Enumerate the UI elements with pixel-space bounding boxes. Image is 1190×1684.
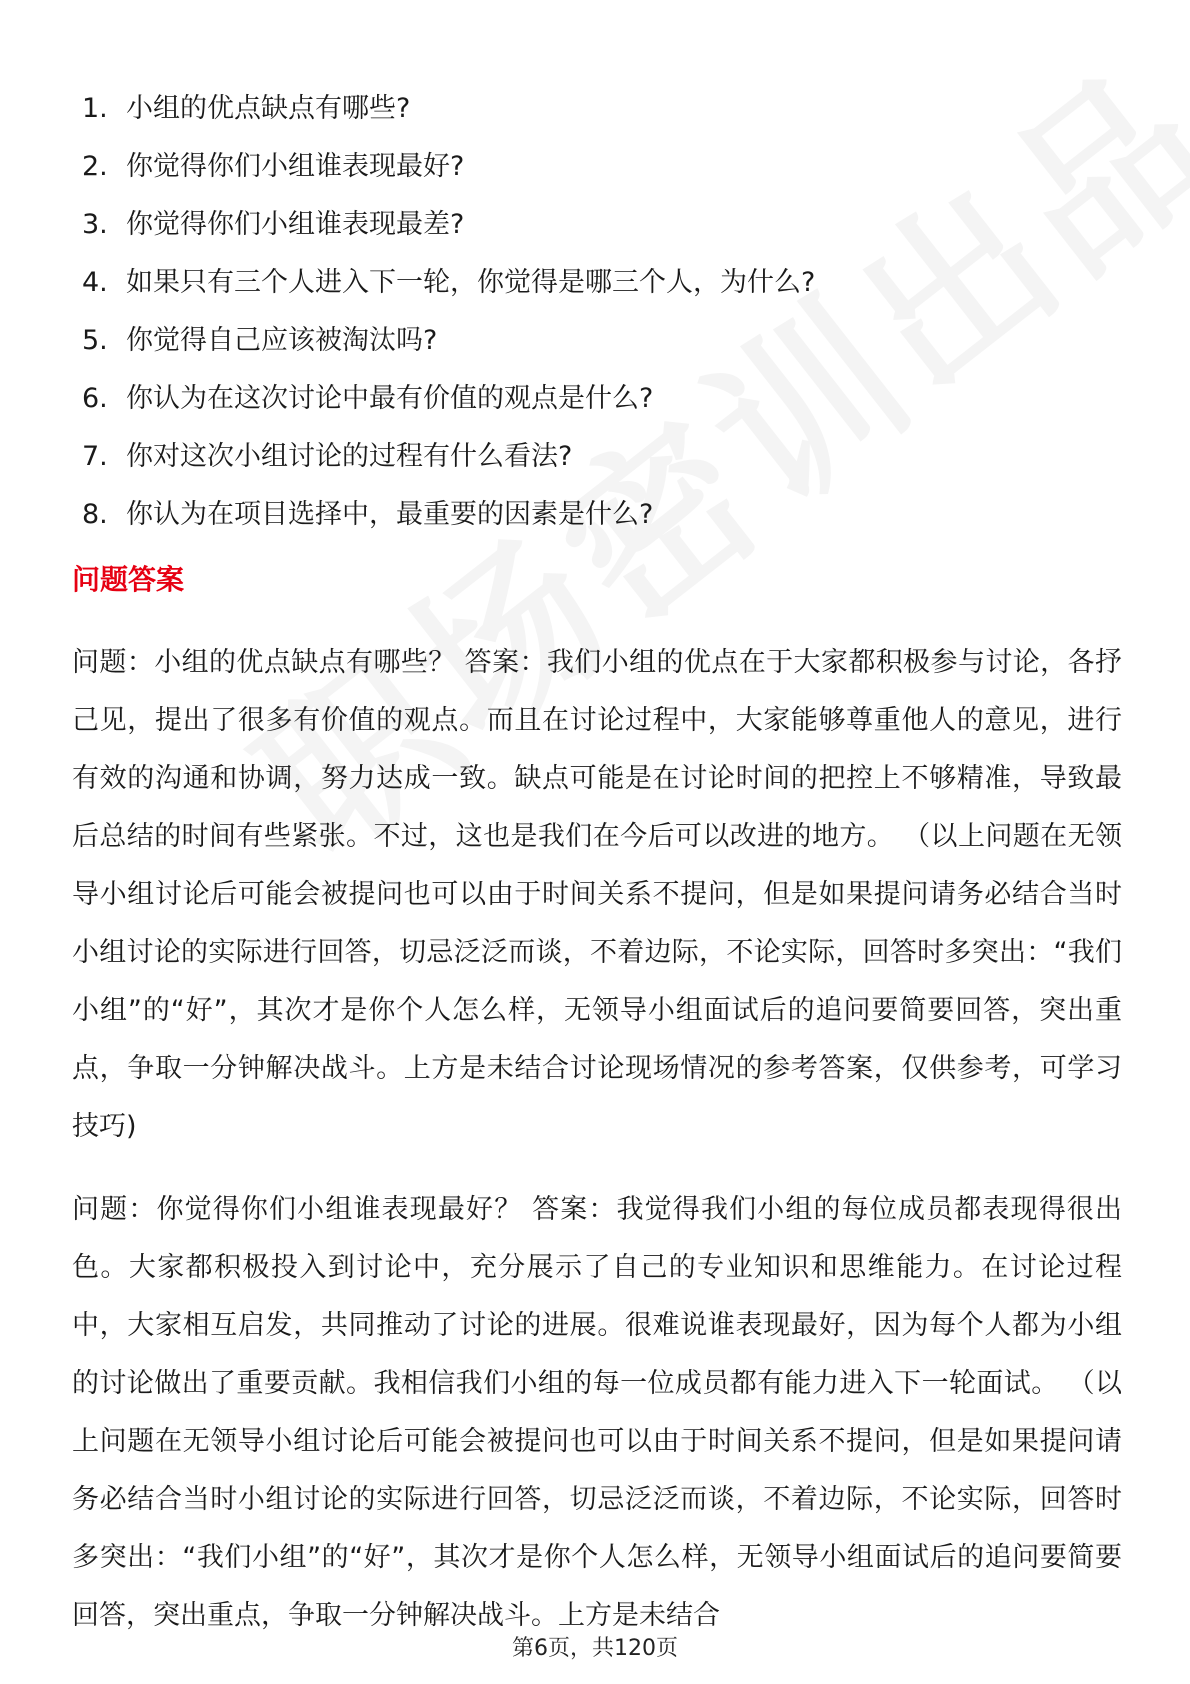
list-item — [82, 370, 815, 428]
list-item — [82, 196, 815, 254]
section-title: 问题答案 — [72, 563, 185, 596]
list-item — [82, 312, 815, 370]
list-item — [82, 254, 815, 312]
question-text: 你觉得自己应该被淘汰吗? — [126, 325, 438, 356]
question-text: 小组的优点缺点有哪些? — [126, 93, 411, 124]
question-text: 你觉得你们小组谁表现最好? — [126, 151, 465, 182]
question-text: 你对这次小组讨论的过程有什么看法? — [126, 441, 573, 472]
list-item — [82, 80, 815, 138]
list-number: 6. — [82, 383, 108, 414]
list-number: 1. — [82, 93, 108, 124]
question-text: 你觉得你们小组谁表现最差? — [126, 209, 465, 240]
question-text: 你认为在项目选择中，最重要的因素是什么? — [126, 499, 654, 530]
list-number: 3. — [82, 209, 108, 240]
answer-paragraph: 问题：小组的优点缺点有哪些？ 答案：我们小组的优点在于大家都积极参与讨论，各抒己见，提出了很多有价值的观点。而且在讨论过程中，大家能够尊重他人的意见，进行有效的沟通和协调，努力达成一致。缺点可能是在讨论时间的把控上不够精准，导致最后总结的时间有些紧张。不过，这也是我们在今后可以改进的地方。 （以上问题在无领导小组讨论后可能会被提问也可以由于时间关系不提问，但是如果提问请务必结合当时小组讨论的实际进行回答，切忌泛泛而谈，不着边际，不论实际，回答时多突出：“我们小组”的“好”，其次才是你个人怎么样，无领导小组面试后的追问要简要回答，突出重点，争取一分钟解决战斗。上方是未结合讨论现场情况的参考答案，仅供参考，可学习技巧) — [72, 647, 1122, 1142]
list-number: 5. — [82, 325, 108, 356]
list-number: 4. — [82, 267, 108, 298]
question-text: 如果只有三个人进入下一轮，你觉得是哪三个人，为什么? — [126, 267, 816, 298]
list-item — [82, 138, 815, 196]
list-number: 2. — [82, 151, 108, 182]
question-text: 你认为在这次讨论中最有价值的观点是什么? — [126, 383, 654, 414]
list-number: 7. — [82, 441, 108, 472]
question-list — [82, 80, 815, 544]
list-item — [82, 486, 815, 544]
page-footer: 第6页，共120页 — [512, 1636, 678, 1661]
answer-paragraph: 问题：你觉得你们小组谁表现最好？ 答案：我觉得我们小组的每位成员都表现得很出色。大家都积极投入到讨论中，充分展示了自己的专业知识和思维能力。在讨论过程中，大家相互启发，共同推动了讨论的进展。很难说谁表现最好，因为每个人都为小组的讨论做出了重要贡献。我相信我们小组的每一位成员都有能力进入下一轮面试。 （以上问题在无领导小组讨论后可能会被提问也可以由于时间关系不提问，但是如果提问请务必结合当时小组讨论的实际进行回答，切忌泛泛而谈，不着边际，不论实际，回答时多突出：“我们小组”的“好”，其次才是你个人怎么样，无领导小组面试后的追问要简要回答，突出重点，争取一分钟解决战斗。上方是未结合 — [72, 1194, 1122, 1631]
list-number: 8. — [82, 499, 108, 530]
list-item — [82, 428, 815, 486]
